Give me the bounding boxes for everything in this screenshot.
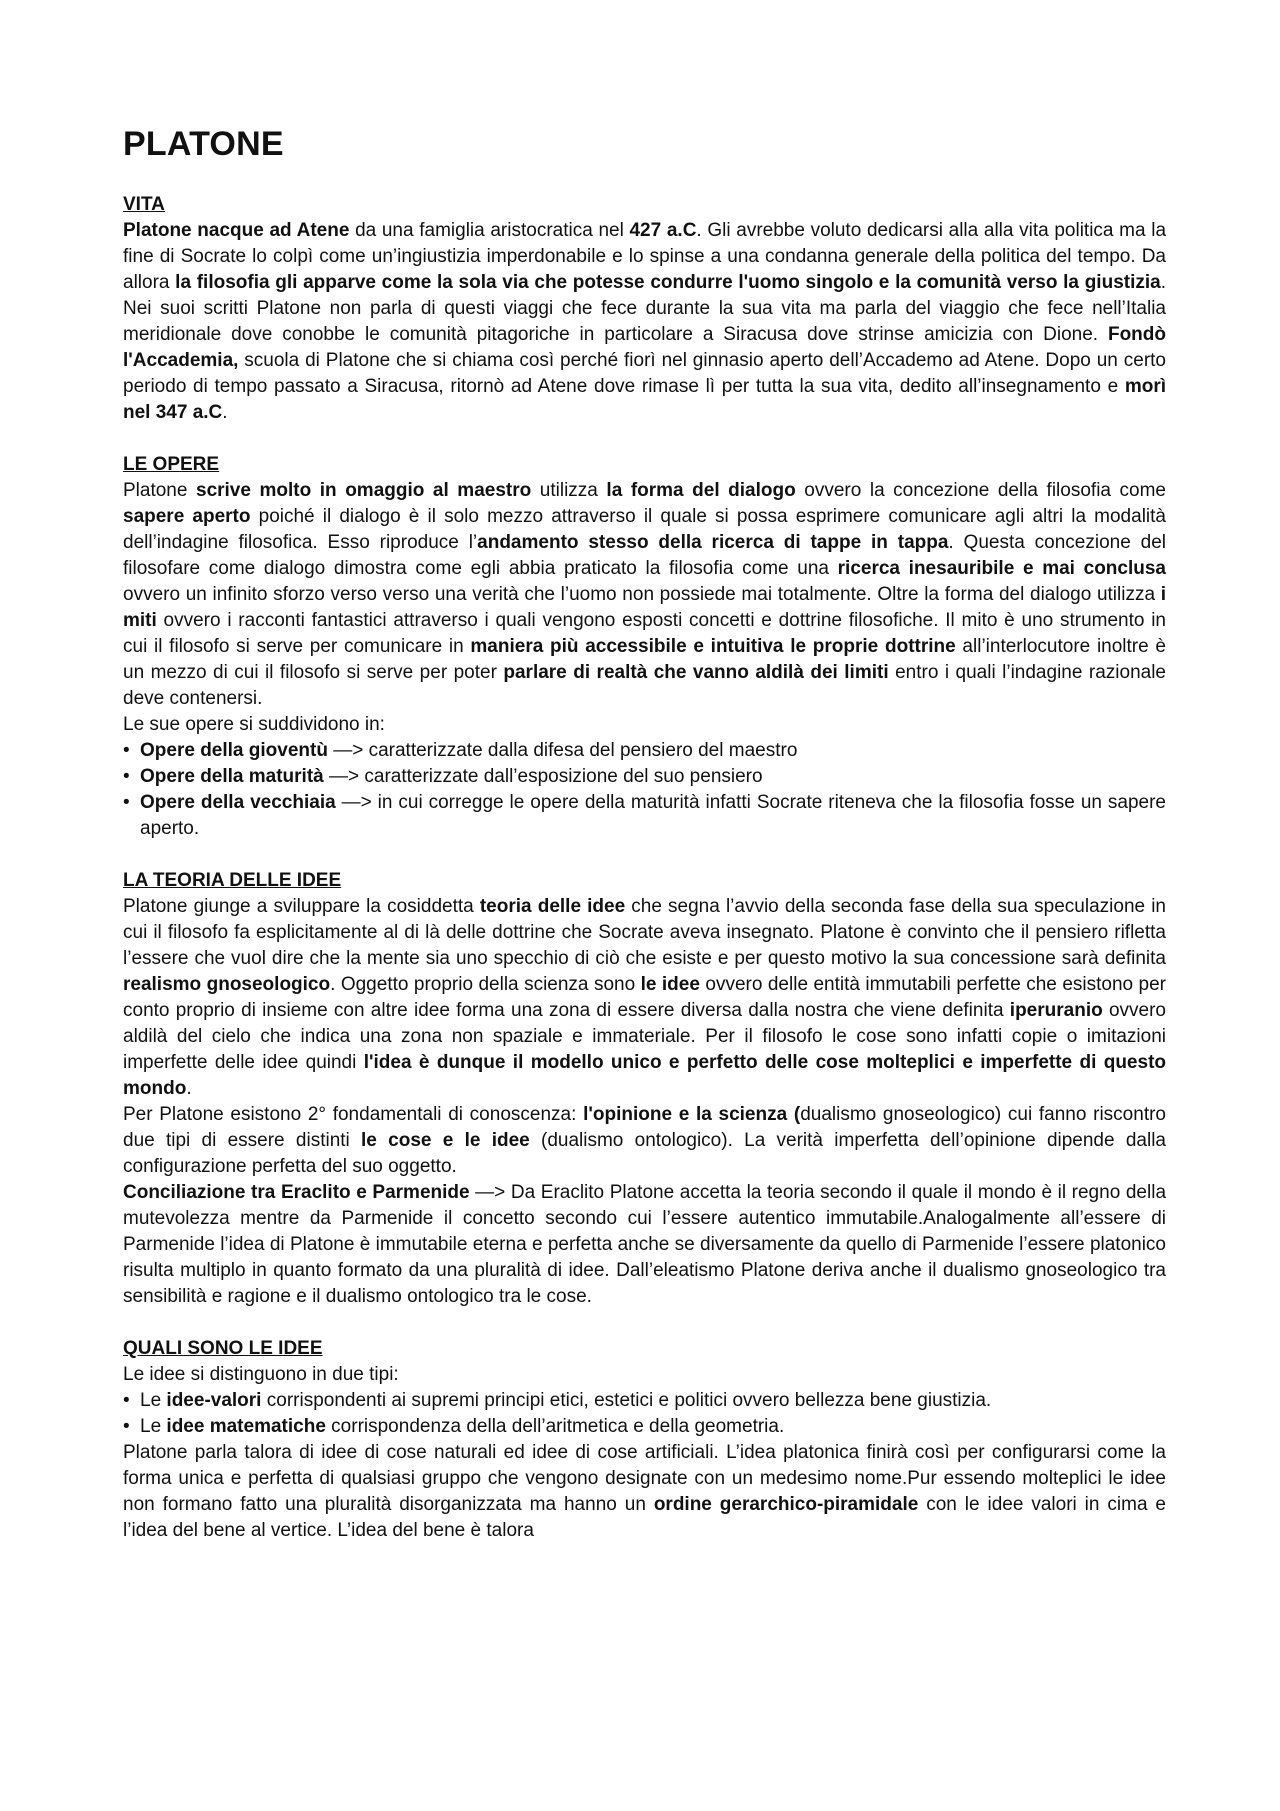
bold-text: Opere della gioventù <box>140 740 328 761</box>
body-text: —> Da Eraclito Platone accetta la teoria secondo il quale il mondo è il regno della mutevolezza mentre da Parmenide il concetto secondo cui l’essere autentico immutabile.Analogalmente all’essere di Parmenide l’idea di Platone è immutabile eterna e perfetta anche se diversamente da quello di Parmenide l’essere platonico risulta multiplo in quanto formato da una pluralità di idee. Dall’eleatismo Platone deriva anche il dualismo gnoseologico tra sensibilità e ragione e il dualismo ontologico tra le cose. <box>123 1182 1167 1307</box>
body-text: all’interlocutore inoltre è un mezzo di cui il filosofo si serve per poter <box>123 636 1166 683</box>
list-item <box>123 1388 1166 1414</box>
body-text: ovvero la concezione della filosofia come <box>795 480 1166 501</box>
bold-text: Opere della maturità <box>140 766 324 787</box>
list-item <box>123 738 1166 764</box>
bold-text: la filosofia gli apparve come la sola via che potesse condurre l'uomo singolo e la comunità verso la giustizia <box>175 272 1161 293</box>
bold-text: l'idea è dunque il modello unico e perfetto delle cose molteplici e imperfette di questo mondo <box>123 1052 1166 1099</box>
bold-text: iperuranio <box>1009 1000 1103 1021</box>
body-text: corrispondenti ai supremi principi etici, estetici e politici ovvero bellezza bene giustizia. <box>261 1390 992 1411</box>
body-text: —> caratterizzate dall’esposizione del suo pensiero <box>323 766 763 787</box>
section-opere <box>123 452 1166 842</box>
body-text: che segna l’avvio della seconda fase della sua speculazione in cui il filosofo fa esplicitamente al di là delle dottrine che Socrate aveva insegnato. Platone è convinto che il pensiero rifletta l’essere che vuol dire che la mente sia uno specchio di ciò che esiste e per questo motivo la sua concessione sarà definita <box>123 896 1166 969</box>
bold-text: sapere aperto <box>123 506 251 527</box>
idee-paragraph-1 <box>123 894 1166 1102</box>
body-text: . Oggetto proprio della scienza sono <box>330 974 641 995</box>
quali-list <box>123 1388 1166 1440</box>
page-title: PLATONE <box>123 125 284 163</box>
bold-text: le idee <box>640 974 700 995</box>
body-text: utilizza <box>531 480 607 501</box>
body-text: . Gli avrebbe voluto dedicarsi alla alla vita politica ma la fine di Socrate lo colpì come un’ingiustizia imperdonabile e lo spinse a una condanna generale della politica del tempo. Da allora <box>123 220 1167 293</box>
body-text: con le idee valori in cima e l’idea del bene al vertice. L’idea del bene è talora <box>123 1494 1166 1541</box>
body-text: —> caratterizzate dalla difesa del pensiero del maestro <box>327 740 798 761</box>
bold-text: parlare di realtà che vanno aldilà dei limiti <box>503 662 889 683</box>
body-text: Le <box>140 1390 167 1411</box>
list-item <box>123 790 1166 842</box>
body-text: Per Platone esistono 2° fondamentali di conoscenza: <box>123 1104 584 1125</box>
section-heading-quali-idee: QUALI SONO LE IDEE <box>123 1338 323 1359</box>
section-teoria-idee <box>123 868 1166 1310</box>
idee-paragraph-3 <box>123 1180 1166 1310</box>
section-heading-vita: VITA <box>123 194 165 215</box>
bold-text: andamento stesso della ricerca di tappe in tappa <box>477 532 949 553</box>
body-text: . Nei suoi scritti Platone non parla di questi viaggi che fece durante la sua vita ma parla del viaggio che fece nell’Italia meridionale dove conobbe le comunità pitagoriche in particolare a Siracusa dove strinse amicizia con Dione. <box>123 272 1166 345</box>
bold-text: le cose e le idee <box>361 1130 530 1151</box>
section-quali-idee <box>123 1336 1166 1544</box>
body-text: entro i quali l’indagine razionale deve contenersi. <box>123 662 1166 709</box>
bold-text: maniera più accessibile e intuitiva le proprie dottrine <box>470 636 956 657</box>
body-text: ovvero un infinito sforzo verso verso una verità che l’uomo non possiede mai totalmente. Oltre la forma del dialogo utilizza <box>123 584 1161 605</box>
idee-paragraph-2 <box>123 1102 1166 1180</box>
opere-intro-list: Le sue opere si suddividono in: <box>123 714 385 735</box>
body-text: Platone giunge a sviluppare la cosiddetta <box>123 896 480 917</box>
body-text: ovvero aldilà del cielo che indica una zona non spaziale e immateriale. Per il filosofo le cose sono infatti copie o imitazioni imperfette delle idee quindi <box>123 1000 1166 1073</box>
body-text: scuola di Platone che si chiama così perché fiorì nel ginnasio aperto dell’Accademo ad Atene. Dopo un certo periodo di tempo passato a Siracusa, ritornò ad Atene dove rimase lì per tutta la sua vita, dedito all’insegnamento e <box>123 350 1166 397</box>
bold-text: ricerca inesauribile e mai conclusa <box>837 558 1166 579</box>
bold-text: Conciliazione tra Eraclito e Parmenide <box>123 1182 470 1203</box>
body-text: dualismo gnoseologico) cui fanno riscontro due tipi di essere distinti <box>123 1104 1166 1151</box>
bold-text: 427 a.C <box>629 220 697 241</box>
list-item <box>123 764 1166 790</box>
bold-text: scrive molto in omaggio al maestro <box>196 480 532 501</box>
body-text: (dualismo ontologico). La verità imperfetta dell’opinione dipende dalla configurazione perfetta del suo oggetto. <box>123 1130 1166 1177</box>
body-text: ovvero i racconti fantastici attraverso i quali vengono esposti concetti e dottrine filosofiche. Il mito è uno strumento in cui il filosofo si serve per comunicare in <box>123 610 1166 657</box>
bold-text: idee-valori <box>166 1390 262 1411</box>
quali-intro: Le idee si distinguono in due tipi: <box>123 1364 399 1385</box>
opere-paragraph <box>123 478 1166 712</box>
section-heading-teoria-idee: LA TEORIA DELLE IDEE <box>123 870 342 891</box>
body-text: . <box>222 402 228 423</box>
bold-text: ordine gerarchico-piramidale <box>653 1494 919 1515</box>
body-text: poiché il dialogo è il solo mezzo attraverso il quale si possa esprimere comunicare agli altri la modalità dell’indagine filosofica. Esso riproduce l’ <box>123 506 1166 553</box>
bold-text: morì nel 347 a.C <box>123 376 1166 423</box>
bold-text: i miti <box>123 584 1166 631</box>
quali-paragraph <box>123 1440 1166 1544</box>
opere-list <box>123 738 1166 842</box>
bold-text: teoria delle idee <box>479 896 626 917</box>
bold-text: Fondò l'Accademia, <box>123 324 1166 371</box>
body-text: . <box>186 1078 192 1099</box>
bold-text: realismo gnoseologico <box>123 974 331 995</box>
section-heading-opere: LE OPERE <box>123 454 220 475</box>
body-text: Le <box>140 1416 167 1437</box>
body-text: . Questa concezione del filosofare come dialogo dimostra come egli abbia praticato la filosofia come una <box>123 532 1166 579</box>
section-vita <box>123 192 1166 426</box>
bold-text: l'opinione e la scienza ( <box>583 1104 801 1125</box>
list-item <box>123 1414 1166 1440</box>
vita-paragraph <box>123 218 1166 426</box>
body-text: Platone parla talora di idee di cose naturali ed idee di cose artificiali. L’idea platonica finirà così per configurarsi come la forma unica e perfetta di qualsiasi gruppo che vengono designate con un medesimo nome.Pur essendo molteplici le idee non formano fatto una pluralità disorganizzata ma hanno un <box>123 1442 1166 1515</box>
body-text: corrispondenza della dell’aritmetica e della geometria. <box>325 1416 785 1437</box>
bold-text: Opere della vecchiaia <box>140 792 336 813</box>
body-text: —> in cui corregge le opere della maturità infatti Socrate riteneva che la filosofia fosse un sapere aperto. <box>140 792 1166 839</box>
body-text: ovvero delle entità immutabili perfette che esistono per conto proprio di insieme con altre idee forma una zona di essere diversa dalla nostra che viene definita <box>123 974 1166 1021</box>
bold-text: la forma del dialogo <box>606 480 796 501</box>
bold-text: idee matematiche <box>166 1416 326 1437</box>
bold-text: Platone nacque ad Atene <box>123 220 350 241</box>
body-text: Platone <box>123 480 196 501</box>
body-text: da una famiglia aristocratica nel <box>349 220 630 241</box>
